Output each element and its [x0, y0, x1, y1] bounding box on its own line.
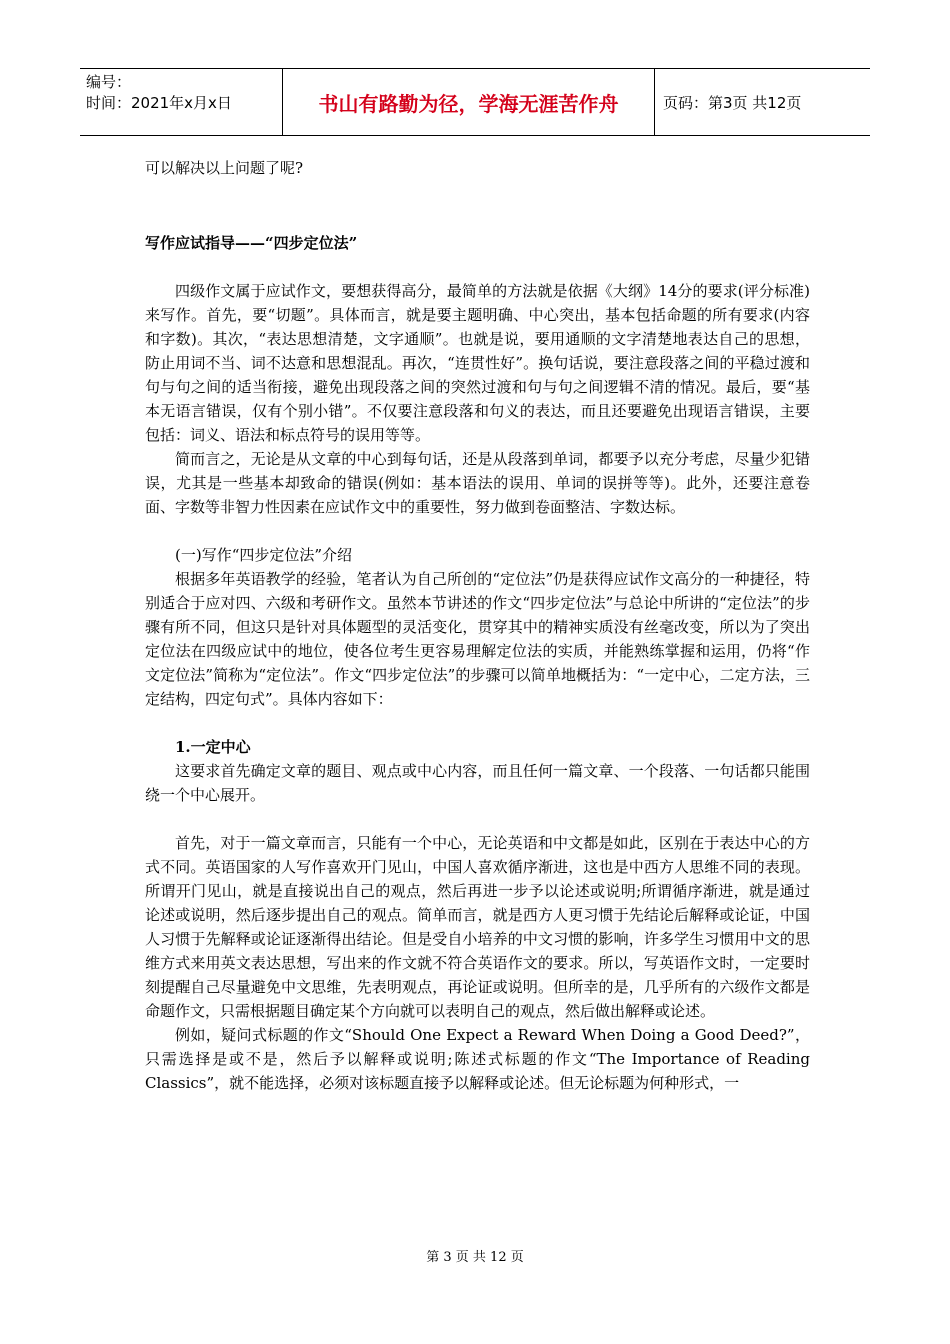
paragraph-continuation: 可以解决以上问题了呢? [145, 159, 304, 177]
document-time-label: 时间：2021年x月x日 [86, 94, 232, 112]
paragraph: 例如，疑问式标题的作文“Should One Expect a Reward When Doing a Good Deed?”，只需选择是或不是，然后予以解释或说明;陈述式标题的作文“The Importance of Reading Classics”，就不能选择，必须对该标题直接予以解释或论述。但无论标题为何种形式，一 [145, 1026, 810, 1092]
paragraph: 根据多年英语教学的经验，笔者认为自己所创的“定位法”仍是获得应试作文高分的一种捷径，特别适合于应对四、六级和考研作文。虽然本节讲述的作文“四步定位法”与总论中所讲的“定位法”的步骤有所不同，但这只是针对具体题型的灵活变化，贯穿其中的精神实质没有丝毫改变，所以为了突出定位法在四级应试中的地位，使各位考生更容易理解定位法的实质，并能熟练掌握和运用，仍将“作文定位法”简称为“定位法”。作文“四步定位法”的步骤可以简单地概括为：“一定中心，二定方法，三定结构，四定句式”。具体内容如下： [145, 570, 810, 708]
page-header [80, 68, 870, 136]
step-heading: 1.一定中心 [175, 738, 251, 756]
paragraph: 这要求首先确定文章的题目、观点或中心内容，而且任何一篇文章、一个段落、一句话都只能围绕一个中心展开。 [145, 762, 810, 804]
paragraph: 四级作文属于应试作文，要想获得高分，最简单的方法就是依据《大纲》14分的要求(评分标准)来写作。首先，要“切题”。具体而言，就是要主题明确、中心突出，基本包括命题的所有要求(内容和字数)。其次，“表达思想清楚，文字通顺”。也就是说，要用通顺的文字清楚地表达自己的思想，防止用词不当、词不达意和思想混乱。再次，“连贯性好”。换句话说，要注意段落之间的平稳过渡和句与句之间的适当衔接，避免出现段落之间的突然过渡和句与句之间逻辑不清的情况。最后，要“基本无语言错误，仅有个别小错”。不仅要注意段落和句义的表达，而且还要避免出现语言错误，主要包括：词义、语法和标点符号的误用等等。 [145, 282, 810, 444]
header-page-label: 页码：第3页 共12页 [663, 93, 802, 112]
document-number-label: 编号： [86, 73, 132, 91]
document-body [145, 156, 810, 1095]
section-title: 写作应试指导——“四步定位法” [145, 234, 358, 252]
subsection-title: (一)写作“四步定位法”介绍 [175, 546, 353, 564]
paragraph: 简而言之，无论是从文章的中心到每句话，还是从段落到单词，都要予以充分考虑，尽量少犯错误，尤其是一些基本却致命的错误(例如：基本语法的误用、单词的误拼等等)。此外，还要注意卷面、字数等非智力性因素在应试作文中的重要性，努力做到卷面整洁、字数达标。 [145, 450, 810, 516]
header-motto: 书山有路勤为径，学海无涯苦作舟 [283, 69, 655, 135]
paragraph: 首先，对于一篇文章而言，只能有一个中心，无论英语和中文都是如此，区别在于表达中心的方式不同。英语国家的人写作喜欢开门见山，中国人喜欢循序渐进，这也是中西方人思维不同的表现。所谓开门见山，就是直接说出自己的观点，然后再进一步予以论述或说明;所谓循序渐进，就是通过论述或说明，然后逐步提出自己的观点。简单而言，就是西方人更习惯于先结论后解释或论证，中国人习惯于先解释或论证逐渐得出结论。但是受自小培养的中文习惯的影响，许多学生习惯用中文的思维方式来用英文表达思想，写出来的作文就不符合英语作文的要求。所以，写英语作文时，一定要时刻提醒自己尽量避免中文思维，先表明观点，再论证或说明。但所幸的是，几乎所有的六级作文都是命题作文，只需根据题目确定某个方向就可以表明自己的观点，然后做出解释或论述。 [145, 834, 810, 1020]
page-footer: 第 3 页 共 12 页 [426, 1250, 524, 1265]
header-meta [80, 69, 283, 135]
